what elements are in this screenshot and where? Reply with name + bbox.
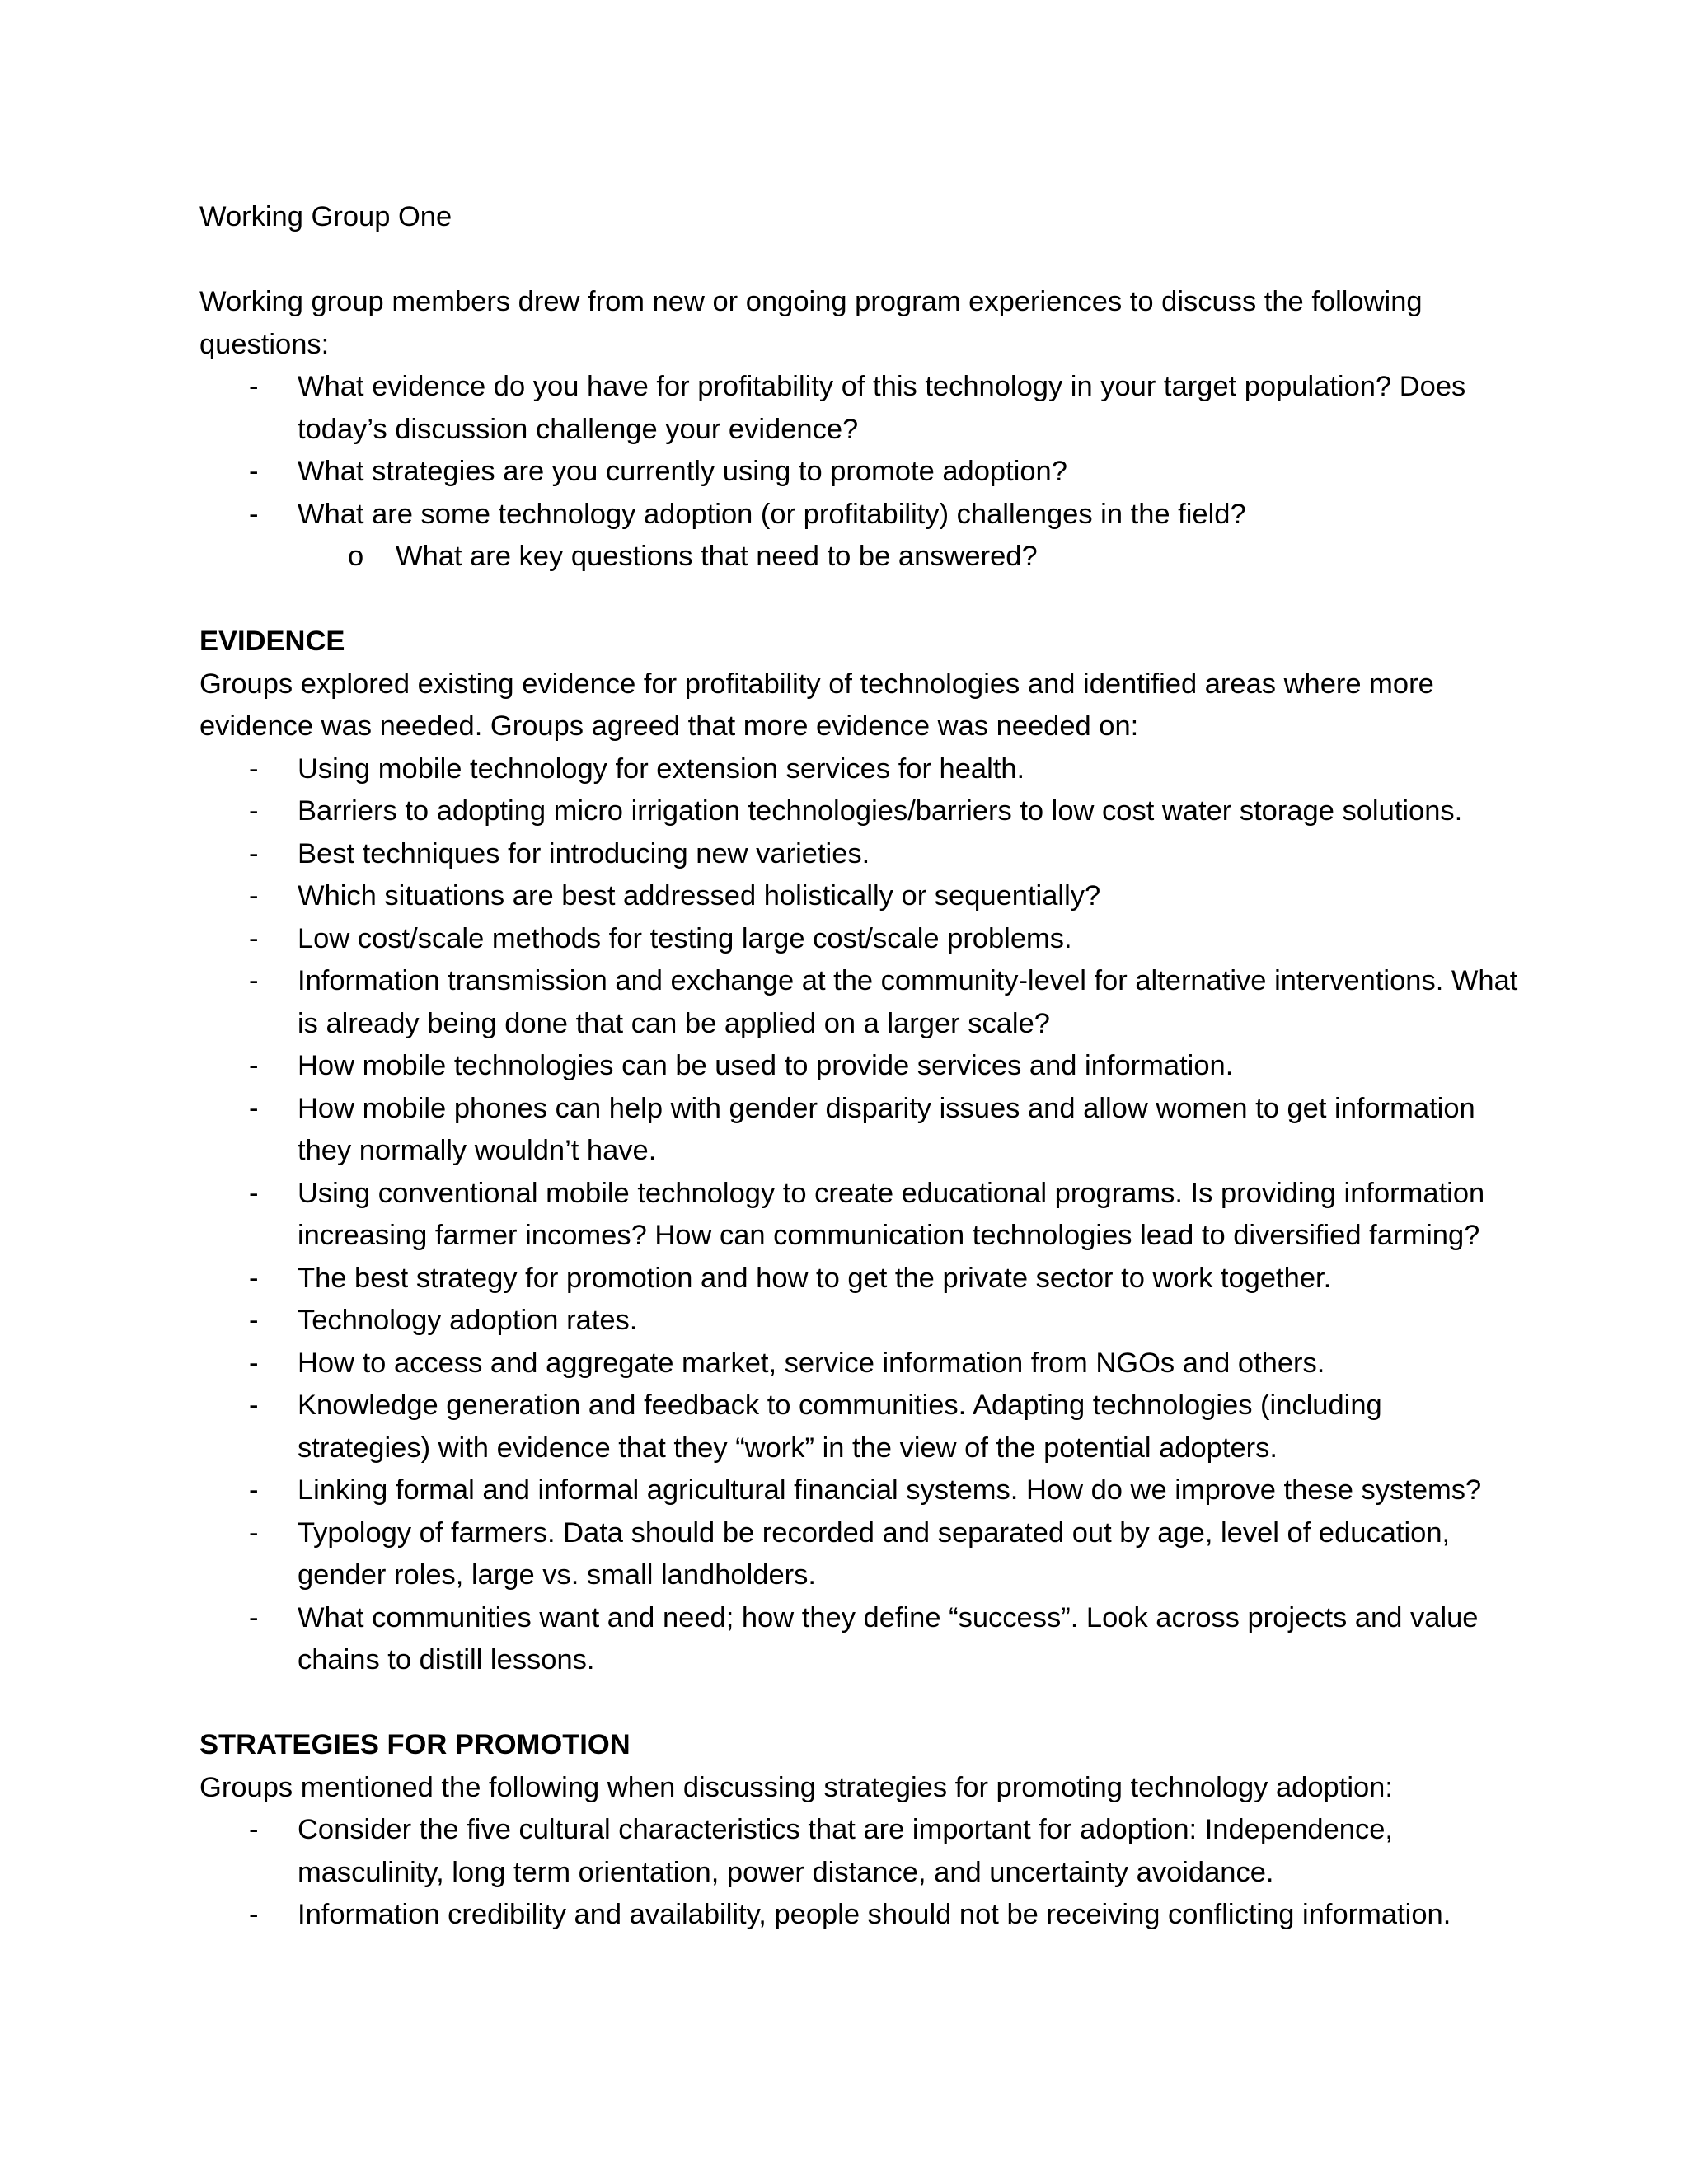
list-item-text: Using mobile technology for extension services for health.: [298, 752, 1025, 785]
strategies-paragraph: Groups mentioned the following when discussing strategies for promoting technology adoption:: [199, 1771, 1393, 1803]
intro-sub-question-list: [199, 536, 1518, 579]
list-item: [199, 918, 1518, 961]
list-item: [199, 960, 1518, 1045]
list-item: [199, 494, 1518, 537]
section-heading-strategies: STRATEGIES FOR PROMOTION: [199, 1729, 631, 1760]
dash-bullet: -: [249, 965, 259, 996]
list-item-text: Knowledge generation and feedback to communities. Adapting technologies (including strategies) with evidence that they “work” in the view of the potential adopters.: [298, 1390, 1382, 1464]
dash-bullet: -: [249, 752, 259, 785]
dash-bullet: -: [249, 1177, 259, 1209]
list-item-text: Barriers to adopting micro irrigation technologies/barriers to low cost water storage solutions.: [298, 795, 1463, 827]
list-item: [199, 875, 1518, 918]
spacer: [199, 1682, 1518, 1725]
list-item: [199, 1173, 1518, 1258]
list-item: [199, 1512, 1518, 1597]
list-item: [199, 1894, 1518, 1937]
dash-bullet: -: [249, 1516, 259, 1549]
dash-bullet: -: [249, 498, 259, 530]
list-item-text: Which situations are best addressed holistically or sequentially?: [298, 880, 1101, 912]
list-item-text: Consider the five cultural characteristics that are important for adoption: Independence, masculinity, long term orientation, power distance, and uncertainty avoidance.: [298, 1814, 1393, 1888]
list-item-text: How to access and aggregate market, service information from NGOs and others.: [298, 1347, 1325, 1379]
dash-bullet: -: [249, 371, 259, 402]
spacer: [199, 579, 1518, 621]
dash-bullet: -: [249, 456, 259, 487]
list-item: [199, 833, 1518, 876]
dash-bullet: -: [249, 1262, 259, 1294]
dash-bullet: -: [249, 880, 259, 912]
intro-paragraph: Working group members drew from new or ongoing program experiences to discuss the following questions:: [199, 286, 1423, 360]
list-item-text: Technology adoption rates.: [298, 1305, 638, 1336]
list-item-text: Best techniques for introducing new varieties.: [298, 837, 870, 869]
dash-bullet: -: [249, 922, 259, 954]
document-body: [199, 196, 1518, 1937]
strategies-list: [199, 1809, 1518, 1937]
list-item: [199, 1809, 1518, 1894]
list-item-text: What evidence do you have for profitability of this technology in your target population? Does today’s discussion challenge your evidence?: [298, 371, 1466, 445]
list-item: [199, 1045, 1518, 1088]
list-item: [199, 790, 1518, 833]
sub-list-item: [199, 536, 1518, 579]
list-item-text: Using conventional mobile technology to create educational programs. Is providing information increasing farmer incomes? How can communication technologies lead to diversified farming?: [298, 1177, 1485, 1251]
list-item: [199, 1385, 1518, 1469]
list-item-text: How mobile technologies can be used to provide services and information.: [298, 1050, 1234, 1081]
list-item: [199, 1088, 1518, 1173]
list-item-text: How mobile phones can help with gender disparity issues and allow women to get information they normally wouldn’t have.: [298, 1092, 1475, 1166]
dash-bullet: -: [249, 1474, 259, 1506]
list-item: [199, 1300, 1518, 1343]
sub-list-item-text: What are key questions that need to be answered?: [396, 541, 1038, 572]
dash-bullet: -: [249, 1814, 259, 1845]
circle-bullet: o: [348, 541, 364, 572]
list-item: [199, 1258, 1518, 1301]
list-item-text: Typology of farmers. Data should be recorded and separated out by age, level of education, gender roles, large vs. small landholders.: [298, 1516, 1451, 1591]
evidence-list: [199, 748, 1518, 1682]
list-item-text: Linking formal and informal agricultural financial systems. How do we improve these systems?: [298, 1474, 1482, 1506]
list-item: [199, 451, 1518, 494]
section-heading-evidence: EVIDENCE: [199, 626, 345, 657]
evidence-paragraph: Groups explored existing evidence for profitability of technologies and identified areas where more evidence was needed. Groups agreed that more evidence was needed on:: [199, 668, 1434, 742]
dash-bullet: -: [249, 1601, 259, 1633]
list-item: [199, 366, 1518, 451]
page-title: Working Group One: [199, 201, 452, 232]
list-item-text: What strategies are you currently using to promote adoption?: [298, 456, 1067, 487]
list-item-text: Information credibility and availability, people should not be receiving conflicting information.: [298, 1899, 1451, 1930]
dash-bullet: -: [249, 1899, 259, 1930]
dash-bullet: -: [249, 1390, 259, 1421]
list-item-text: What communities want and need; how they define “success”. Look across projects and value chains to distill lessons.: [298, 1601, 1479, 1675]
list-item-text: Information transmission and exchange at the community-level for alternative interventions. What is already being done that can be applied on a larger scale?: [298, 965, 1518, 1039]
dash-bullet: -: [249, 1092, 259, 1124]
list-item-text: The best strategy for promotion and how to get the private sector to work together.: [298, 1262, 1332, 1294]
dash-bullet: -: [249, 1050, 259, 1081]
list-item-text: Low cost/scale methods for testing large cost/scale problems.: [298, 922, 1072, 954]
intro-question-list: [199, 366, 1518, 536]
list-item: [199, 1469, 1518, 1512]
list-item-text: What are some technology adoption (or profitability) challenges in the field?: [298, 498, 1246, 530]
dash-bullet: -: [249, 795, 259, 827]
list-item: [199, 1343, 1518, 1385]
dash-bullet: -: [249, 1347, 259, 1379]
list-item: [199, 1597, 1518, 1682]
list-item: [199, 748, 1518, 791]
dash-bullet: -: [249, 1305, 259, 1336]
dash-bullet: -: [249, 837, 259, 869]
spacer: [199, 239, 1518, 282]
